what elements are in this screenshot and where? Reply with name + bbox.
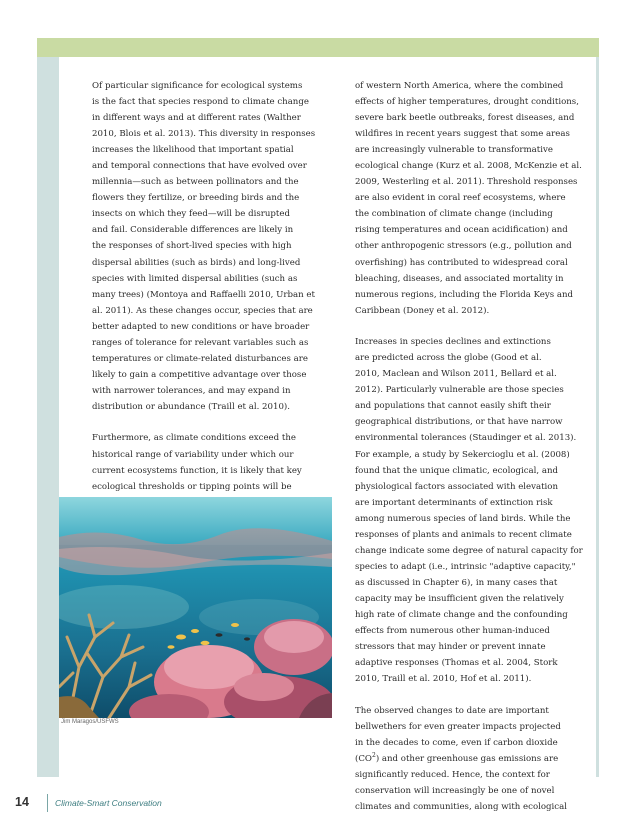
- right-paragraph-1: of western North America, where the combined effects of higher temperatures, drought conditions, severe bark beetle outbreaks, forest diseases, and wildfires in recent years suggest that some areas are increasingly vulnerable to transformative ecological change (Kurz et al. 2008, McKenzie et al. 2009, Westerling et al. 2011). Threshold responses are also evident in coral reef ecosystems, where the combination of climate change (including rising temperatures and ocean acidification) and other anthropogenic stressors (e.g., pollution and overfishing) has contributed to widespread coral bleaching, diseases, and associated mortality in numerous regions, including the Florida Keys and Caribbean (Doney et al. 2012).: [355, 81, 582, 316]
- right-margin-rule: [596, 57, 599, 777]
- page-number: 14: [15, 795, 29, 809]
- right-text-column: [355, 78, 587, 831]
- co2-prefix: (CO: [355, 753, 372, 764]
- right-paragraph-2: Increases in species declines and extinctions are predicted across the globe (Good et al. 2010, Maclean and Wilson 2011, Bellard et al. 2012). Particularly vulnerable are those species and populations that cannot easily shift their geographical distributions, or that have narrow environmental tolerances (Staudinger et al. 2013). For example, a study by Sekercioglu et al. (2008) found that the unique climatic, ecological, and physiological factors associated with elevation are important determinants of extinction risk among numerous species of land birds. While the responses of plants and animals to recent climate change indicate some degree of natural capacity for species to adapt (i.e., intrinsic "adaptive capacity," as discussed in Chapter 6), in many cases that capacity may be insufficient given the relatively high rate of climate change and the confounding effects from numerous other human-induced stressors that may hinder or prevent innate adaptive responses (Thomas et al. 2004, Stork 2010, Traill et al. 2010, Hof et al. 2011).: [355, 337, 583, 685]
- page-footer: [0, 792, 638, 816]
- right-paragraph-3-line-3: in the decades to come, even if carbon dioxide: [355, 737, 558, 748]
- photo-credit: Jim Maragos/USFWS: [61, 719, 119, 725]
- right-paragraph-3-rest: significantly reduced. Hence, the context for conservation will increasingly be one of novel climates and communities, along with ecological: [355, 769, 567, 813]
- right-paragraph-3-line-2: bellwethers for even greater impacts projected: [355, 721, 561, 732]
- co2-suffix: ) and other greenhouse gas emissions are: [375, 753, 559, 764]
- left-text-column: [92, 78, 327, 542]
- running-title: Climate-Smart Conservation: [55, 798, 162, 808]
- co2-subscript: 2: [371, 752, 376, 760]
- footer-divider: [47, 794, 48, 812]
- left-paragraph-2: Furthermore, as climate conditions exceed the historical range of variability under which our current ecosystems function, it is likely that key ecological thresholds or tipping points will be: [92, 433, 302, 492]
- top-color-band: [37, 38, 599, 57]
- left-paragraph-1: Of particular significance for ecological systems is the fact that species respond to climate change in different ways and at different rates (Walther 2010, Blois et al. 2013). This diversity in responses increases the likelihood that important spatial and temporal connections that have evolved over millennia—such as between pollinators and the flowers they fertilize, or breeding birds and the insects on which they feed—will be disrupted and fail. Considerable differences are likely in the responses of short-lived species with high dispersal abilities (such as birds) and long-lived species with limited dispersal abilities (such as many trees) (Montoya and Raffaelli 2010, Urban et al. 2011). As these changes occur, species that are better adapted to new conditions or have broader ranges of tolerance for relevant variables such as temperatures or climate-related disturbances are likely to gain a competitive advantage over those with narrower tolerances, and may expand in distribution or abundance (Traill et al. 2010).: [92, 81, 316, 412]
- coral-reef-photo: [59, 497, 332, 718]
- right-paragraph-3-line-1: The observed changes to date are important: [355, 705, 549, 716]
- left-margin-rule: [37, 57, 59, 777]
